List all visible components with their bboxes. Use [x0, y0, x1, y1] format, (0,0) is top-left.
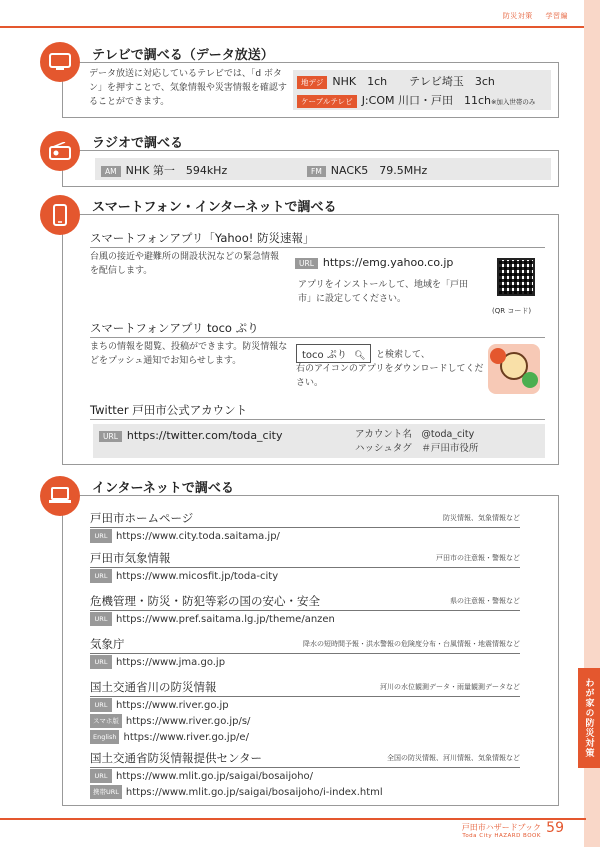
url-type-tag: URL [90, 529, 112, 543]
link-url[interactable]: https://www.pref.saitama.lg.jp/theme/anzen [116, 614, 335, 625]
url-type-tag: URL [90, 655, 112, 669]
twitter-title: Twitter 戸田市公式アカウント [90, 403, 248, 417]
hashtag-value: ＃戸田市役所 [421, 443, 479, 454]
radio-section-title: ラジオで調べる [92, 136, 184, 151]
divider [90, 610, 520, 611]
magnifier-icon: 🔍︎ [354, 351, 366, 361]
link-url[interactable]: https://www.jma.go.jp [116, 657, 226, 668]
divider [90, 527, 520, 528]
link-item-description: 戸田市の注意報・警報など [436, 554, 520, 562]
url-type-tag: スマホ版 [90, 714, 122, 728]
qr-code-image [497, 258, 535, 296]
divider [90, 767, 520, 768]
account-value: @toda_city [421, 429, 475, 440]
internet-link-item [90, 510, 520, 544]
link-item-description: 県の注意報・警報など [450, 597, 520, 605]
tv-icon [40, 42, 80, 82]
twitter-url[interactable]: https://twitter.com/toda_city [126, 429, 283, 442]
link-url-line [90, 730, 520, 745]
yahoo-url[interactable]: https://emg.yahoo.co.jp [322, 256, 454, 269]
toco-search-text: toco ぷり [302, 350, 347, 361]
link-url-line [90, 698, 520, 713]
yahoo-app-title: スマートフォンアプリ「Yahoo! 防災速報」 [90, 231, 315, 245]
toco-description: まちの情報を閲覧、投稿ができます。防災情報などをプッシュ通知でお知らせします。 [90, 342, 288, 366]
link-item-description: 防災情報、気象情報など [443, 514, 520, 522]
link-url-line [90, 785, 520, 800]
link-url-line [90, 655, 520, 670]
link-url-line [90, 769, 520, 784]
brand-subtitle: Toda City HAZARD BOOK [462, 833, 541, 839]
link-url[interactable]: https://www.river.go.jp [116, 700, 229, 711]
am-tag: AM [101, 166, 121, 177]
internet-link-item [90, 593, 520, 627]
url-type-tag: URL [90, 698, 112, 712]
radio-station-box [95, 158, 551, 180]
page-number: 59 [546, 820, 564, 836]
fm-station: NACK5 79.5MHz [330, 164, 428, 177]
tv-description: データ放送に対応しているテレビでは、「d ボタン」を押すことで、気象情報や災害情報を確認することができます。 [89, 69, 287, 107]
divider [90, 653, 520, 654]
toco-app-icon [488, 344, 540, 394]
cable-tag: ケーブルテレビ [297, 95, 357, 108]
internet-link-item [90, 679, 520, 745]
link-item-title: 危機管理・防災・防犯等彩の国の安心・安全 [90, 594, 320, 608]
internet-link-item [90, 750, 520, 800]
breadcrumb-category: 防災対策 [502, 12, 533, 20]
tv-channel-box [293, 70, 551, 110]
toco-search-box [296, 344, 371, 363]
toco-search-instruction: と検索して、 [376, 350, 430, 360]
link-item-title: 戸田市気象情報 [90, 551, 171, 565]
breadcrumb [493, 11, 568, 21]
account-label: アカウント名 [355, 429, 412, 440]
tv-section [62, 62, 559, 118]
link-url[interactable]: https://www.river.go.jp/s/ [125, 716, 251, 727]
divider [90, 567, 520, 568]
link-url[interactable]: https://www.river.go.jp/e/ [123, 732, 249, 743]
page-footer [0, 818, 586, 839]
yahoo-description: 台風の接近や避難所の開設状況などの緊急情報を配信します。 [90, 252, 280, 276]
divider [90, 696, 520, 697]
link-item-title: 戸田市ホームページ [90, 511, 194, 525]
side-chapter-tab: わが家の防災対策 [578, 668, 600, 768]
smartphone-icon [40, 195, 80, 235]
tv-section-title: テレビで調べる（データ放送） [92, 48, 274, 63]
internet-link-item [90, 636, 520, 670]
link-url-line [90, 569, 520, 584]
yahoo-note: アプリをインストールして、地域を「戸田市」に設定してください。 [298, 280, 469, 304]
internet-section-title: インターネットで調べる [92, 481, 234, 496]
toco-app-title: スマートフォンアプリ toco ぷり [90, 321, 259, 335]
link-url-line [90, 612, 520, 627]
link-item-description: 河川の水位観測データ・雨量観測データなど [380, 683, 520, 691]
link-url[interactable]: https://www.mlit.go.jp/saigai/bosaijoho/ [116, 771, 314, 782]
divider [90, 247, 545, 248]
url-type-tag: English [90, 730, 119, 744]
url-type-tag: URL [90, 569, 112, 583]
laptop-icon [40, 476, 80, 516]
url-type-tag: 携帯URL [90, 785, 122, 799]
am-station: NHK 第一 594kHz [125, 164, 228, 177]
link-url-line [90, 529, 520, 544]
brand-title: 戸田市ハザードブック [461, 823, 541, 832]
twitter-info-box [93, 424, 545, 458]
link-url[interactable]: https://www.city.toda.saitama.jp/ [116, 531, 280, 542]
link-item-title: 気象庁 [90, 637, 125, 651]
hashtag-label: ハッシュタグ [355, 443, 412, 454]
link-item-description: 降水の短時間予報・洪水警報の危険度分布・台風情報・地震情報など [303, 640, 520, 648]
link-url-line [90, 714, 520, 729]
url-type-tag: URL [90, 612, 112, 626]
link-item-description: 全国の防災情報、河川情報、気象情報など [387, 754, 520, 762]
url-tag: URL [99, 431, 122, 442]
cable-channel: J:COM 川口・戸田 11ch [361, 94, 491, 107]
fm-tag: FM [307, 166, 326, 177]
toco-note: 右のアイコンのアプリをダウンロードしてください。 [296, 364, 484, 388]
smartphone-section-title: スマートフォン・インターネットで調べる [92, 200, 337, 215]
terrestrial-channels: NHK 1ch テレビ埼玉 3ch [332, 75, 495, 88]
link-url[interactable]: https://www.mlit.go.jp/saigai/bosaijoho/i-index.html [125, 787, 383, 798]
radio-icon [40, 131, 80, 171]
terrestrial-tag: 地デジ [297, 76, 327, 89]
radio-section [62, 150, 559, 187]
link-url[interactable]: https://www.micosfit.jp/toda-city [116, 571, 279, 582]
hazard-book-brand [462, 823, 541, 841]
internet-link-item [90, 550, 520, 584]
url-tag: URL [295, 258, 318, 269]
qr-code-label: (QR コード) [492, 307, 532, 315]
link-item-title: 国土交通省川の防災情報 [90, 680, 217, 694]
divider [90, 337, 545, 338]
cable-note: ※加入世帯のみ [490, 98, 536, 106]
link-item-title: 国土交通省防災情報提供センター [90, 751, 263, 765]
divider [90, 419, 545, 420]
breadcrumb-section: 学習編 [545, 12, 568, 20]
url-type-tag: URL [90, 769, 112, 783]
page-header [0, 0, 586, 28]
